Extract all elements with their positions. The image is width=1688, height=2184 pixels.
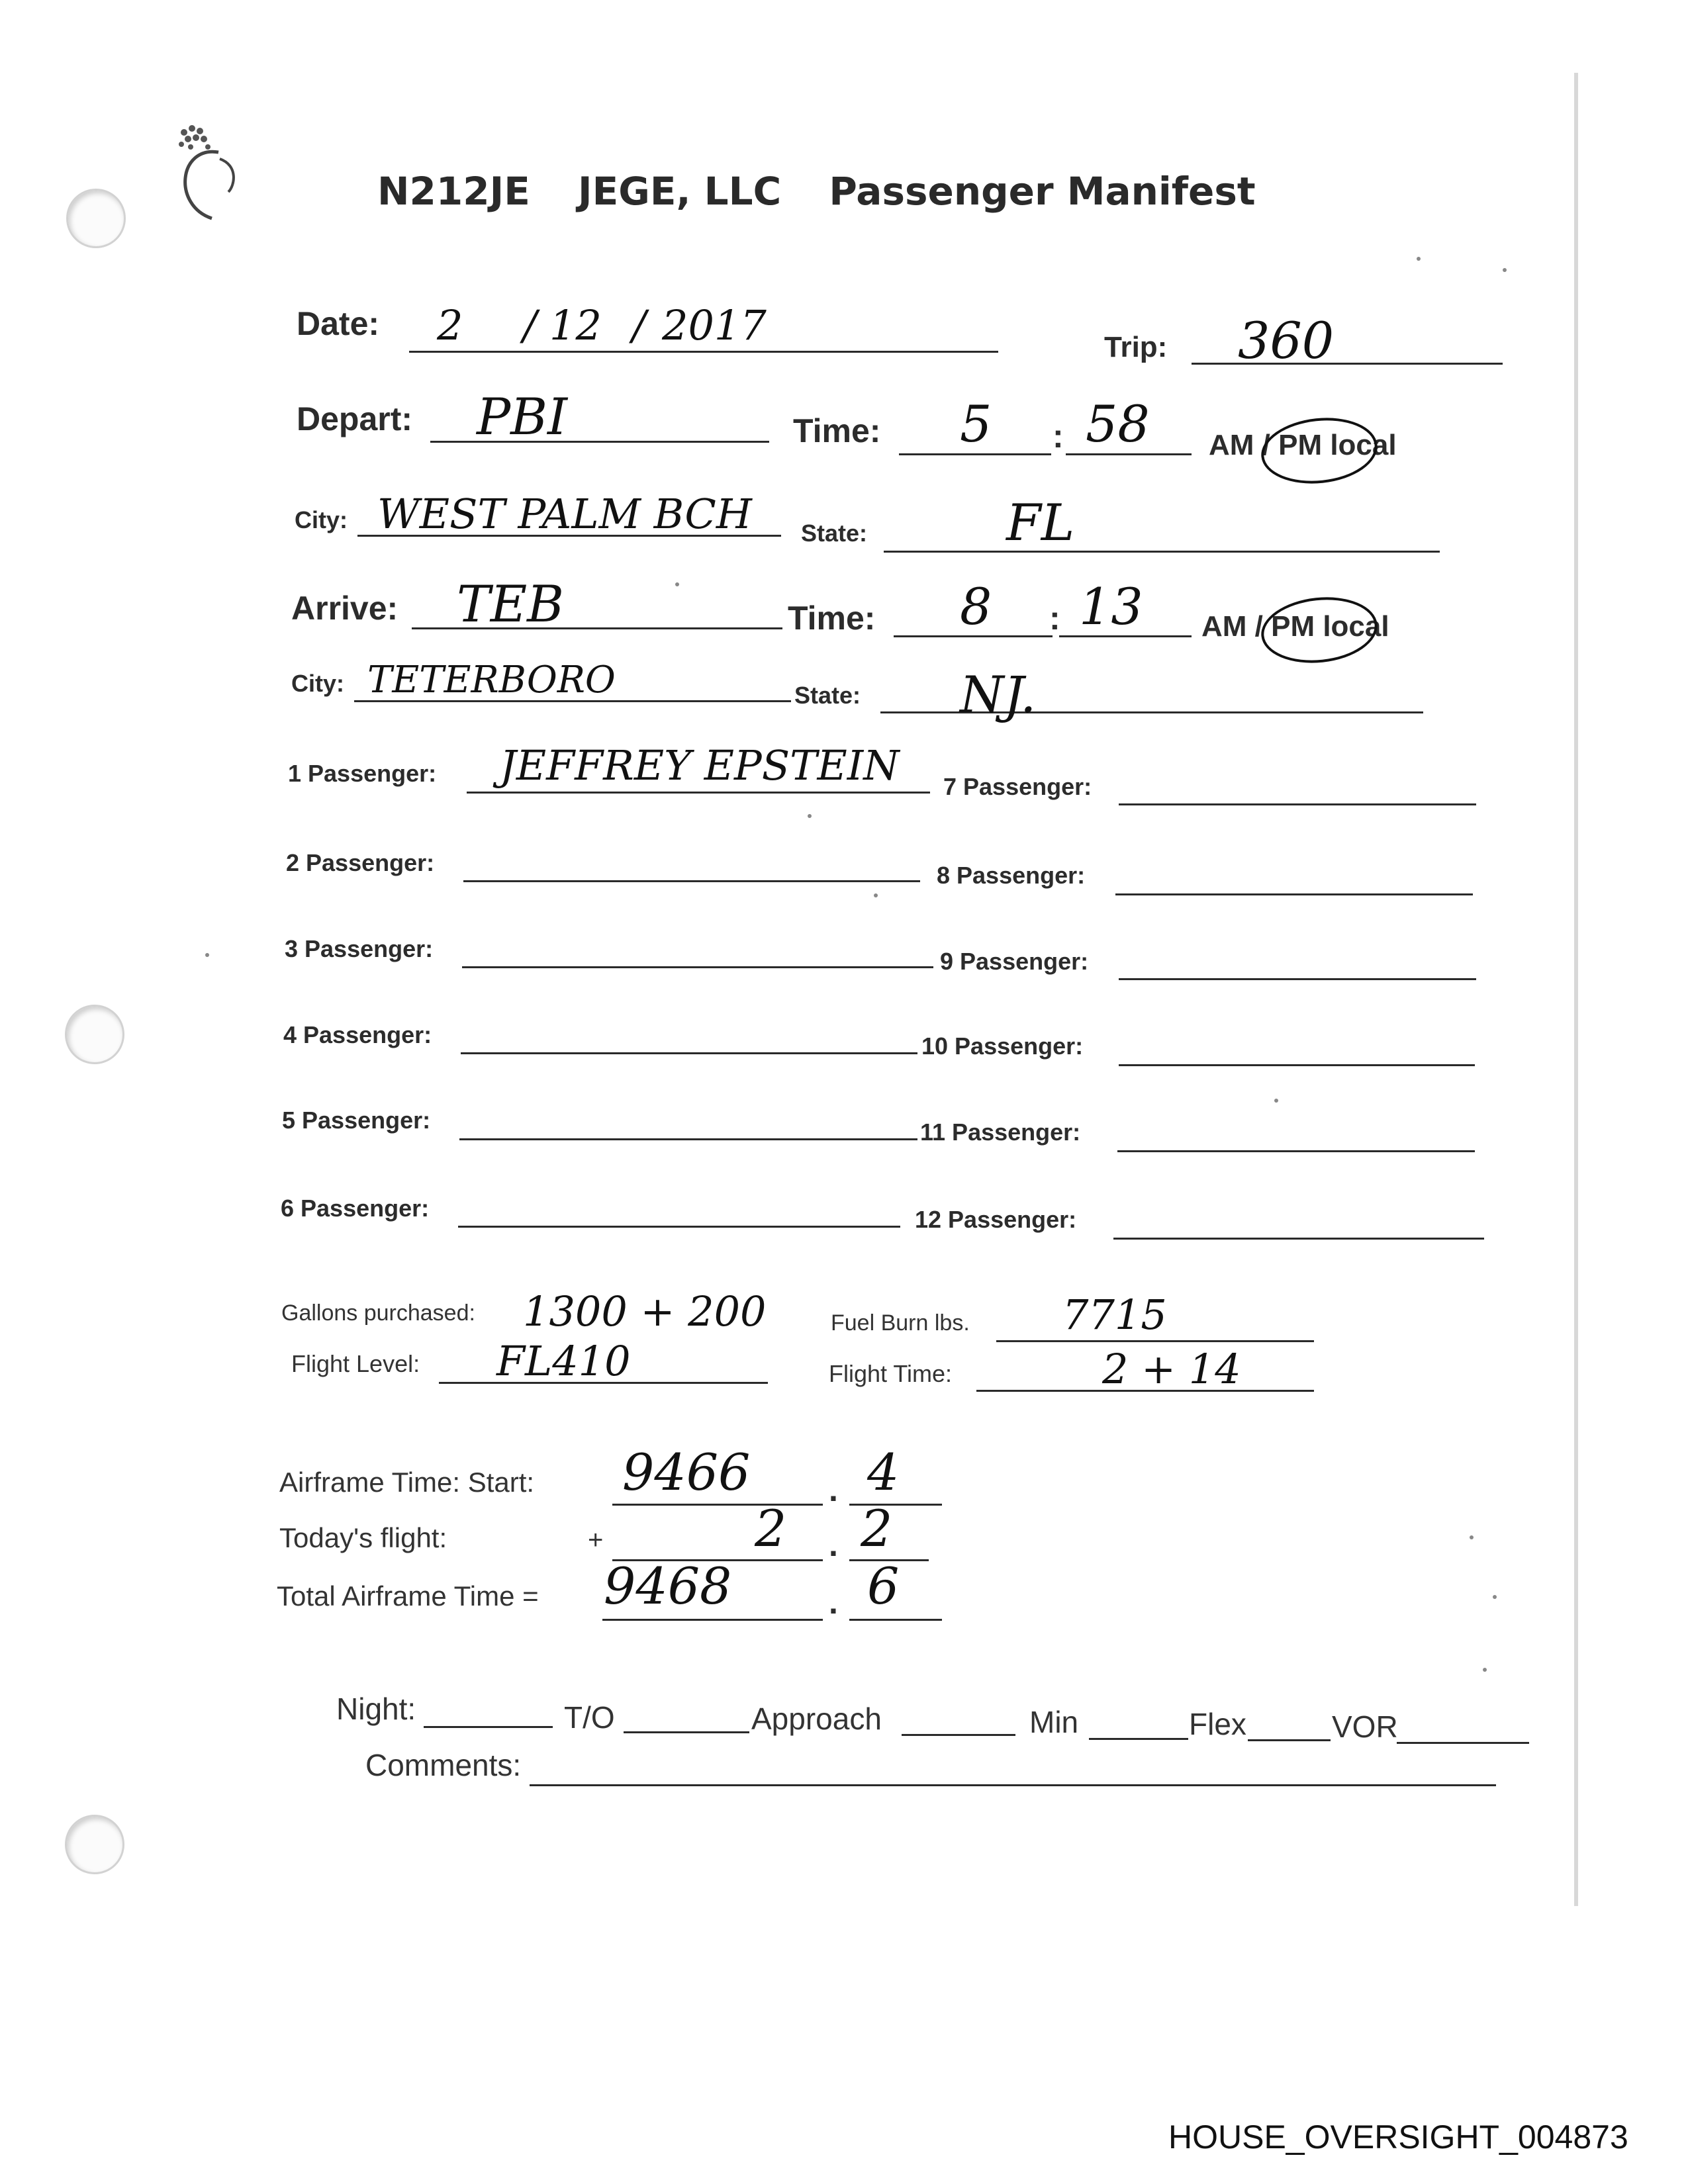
- scan-speck: [1483, 1668, 1487, 1672]
- total-airframe-decimal: 6: [867, 1557, 900, 1615]
- flight-time-value: 2 + 14: [1102, 1345, 1241, 1393]
- fuel-burn-value: 7715: [1062, 1291, 1167, 1339]
- vor-label: VOR: [1332, 1709, 1398, 1744]
- company-name: JEGE, LLC: [578, 169, 782, 214]
- state1-value: FL: [1006, 493, 1075, 552]
- passenger-5-line: [459, 1138, 917, 1140]
- passenger-7-label: 7 Passenger:: [943, 773, 1092, 800]
- night-line: [424, 1726, 553, 1728]
- passenger-12-label: 12 Passenger:: [915, 1206, 1077, 1233]
- punch-hole-bottom: [65, 1815, 124, 1874]
- passenger-6-label: 6 Passenger:: [281, 1195, 430, 1222]
- depart-label: Depart:: [297, 400, 413, 437]
- to-label: T/O: [564, 1700, 615, 1735]
- min-label: Min: [1029, 1705, 1079, 1739]
- arrive-ampm: AM / PM local: [1201, 610, 1389, 643]
- passenger-9-label: 9 Passenger:: [940, 948, 1089, 975]
- airframe-start-decimal: 4: [867, 1443, 900, 1502]
- pm-circle-arrive: [1258, 592, 1380, 668]
- depart-ampm: AM / PM local: [1209, 429, 1397, 461]
- date-day: 12: [549, 301, 602, 349]
- gallons-value: 1300 + 200: [523, 1287, 767, 1336]
- date-sep-1: /: [523, 301, 537, 349]
- fuel-burn-line: [996, 1340, 1314, 1342]
- depart-minute: 58: [1086, 394, 1150, 453]
- arrive-hour: 8: [960, 577, 992, 636]
- company-logo-icon: [165, 119, 245, 225]
- passenger-11-label: 11 Passenger:: [920, 1118, 1081, 1146]
- date-sep-2: /: [632, 301, 646, 349]
- passenger-1-label: 1 Passenger:: [288, 760, 437, 787]
- passenger-8-line: [1115, 893, 1473, 895]
- manifest-title: [377, 169, 1317, 222]
- depart-hour-line: [899, 453, 1051, 455]
- passenger-10-line: [1119, 1064, 1475, 1066]
- passenger-2-line: [463, 880, 920, 882]
- todays-flight-whole: 2: [755, 1499, 787, 1558]
- scan-speck: [1503, 268, 1507, 272]
- passenger-6-line: [458, 1226, 900, 1228]
- passenger-5-label: 5 Passenger:: [282, 1107, 431, 1134]
- total-airframe-decimal-line: [849, 1619, 942, 1621]
- passenger-4-label: 4 Passenger:: [283, 1021, 432, 1048]
- approach-line: [902, 1734, 1015, 1736]
- arrive-time-colon: :: [1049, 600, 1060, 637]
- state1-label: State:: [801, 520, 868, 547]
- depart-time-colon: :: [1053, 418, 1064, 455]
- approach-label: Approach: [751, 1702, 882, 1736]
- passenger-10-label: 10 Passenger:: [921, 1032, 1084, 1060]
- bates-number: HOUSE_OVERSIGHT_004873: [1168, 2118, 1628, 2156]
- comments-line: [530, 1784, 1496, 1786]
- passenger-7-line: [1119, 803, 1476, 805]
- depart-value: PBI: [477, 387, 568, 446]
- scan-speck: [1274, 1099, 1278, 1103]
- page-edge-shadow: [1574, 73, 1578, 1906]
- total-airframe-label: Total Airframe Time =: [277, 1580, 539, 1612]
- flight-level-value: FL410: [496, 1337, 631, 1385]
- scan-speck: [874, 893, 878, 897]
- arrive-time-label: Time:: [788, 600, 876, 637]
- city1-label: City:: [295, 506, 348, 533]
- city2-value: TETERBORO: [367, 659, 616, 702]
- vor-line: [1397, 1742, 1529, 1744]
- depart-minute-line: [1066, 453, 1192, 455]
- scan-speck: [1470, 1535, 1474, 1539]
- depart-hour: 5: [960, 394, 992, 453]
- trip-value: 360: [1238, 311, 1335, 370]
- flight-level-label: Flight Level:: [291, 1350, 420, 1377]
- passenger-4-line: [461, 1052, 917, 1054]
- state2-value: NJ.: [960, 665, 1037, 724]
- state2-label: State:: [794, 682, 861, 709]
- arrive-label: Arrive:: [291, 590, 399, 627]
- passenger-12-line: [1113, 1238, 1484, 1240]
- to-line: [624, 1731, 749, 1733]
- form-title: Passenger Manifest: [829, 169, 1256, 214]
- pm-circle-depart: [1258, 412, 1380, 489]
- city1-value: WEST PALM BCH: [377, 490, 752, 538]
- comments-label: Comments:: [365, 1748, 522, 1782]
- scan-speck: [1417, 257, 1421, 261]
- punch-hole-top: [66, 189, 126, 248]
- depart-time-label: Time:: [793, 412, 881, 449]
- airframe-start-whole: 9466: [622, 1443, 751, 1502]
- flex-label: Flex: [1189, 1707, 1246, 1741]
- date-label: Date:: [297, 305, 380, 342]
- date-year: 2017: [662, 301, 767, 349]
- passenger-2-label: 2 Passenger:: [286, 849, 435, 876]
- flight-time-label: Flight Time:: [829, 1360, 953, 1387]
- passenger-3-label: 3 Passenger:: [285, 935, 434, 962]
- airframe-start-whole-line: [612, 1504, 823, 1506]
- todays-flight-dot: .: [829, 1526, 838, 1563]
- total-airframe-whole-line: [602, 1619, 823, 1621]
- gallons-label: Gallons purchased:: [281, 1300, 475, 1326]
- date-month: 2: [437, 301, 463, 349]
- tail-number: N212JE: [377, 169, 530, 214]
- min-line: [1089, 1738, 1188, 1740]
- airframe-start-dot: .: [829, 1471, 838, 1508]
- state1-line: [884, 551, 1440, 553]
- arrive-minute: 13: [1079, 577, 1143, 636]
- total-airframe-dot: .: [829, 1584, 838, 1621]
- passenger-1-line: [467, 792, 930, 794]
- arrive-value: TEB: [457, 574, 565, 633]
- night-label: Night:: [336, 1692, 416, 1726]
- airframe-start-label: Airframe Time: Start:: [279, 1467, 535, 1498]
- passenger-1-value: JEFFREY EPSTEIN: [500, 741, 900, 790]
- passenger-9-line: [1119, 978, 1476, 980]
- scan-speck: [1493, 1595, 1497, 1599]
- scan-speck: [675, 582, 679, 586]
- fuel-burn-label: Fuel Burn lbs.: [831, 1310, 970, 1336]
- scan-speck: [205, 953, 209, 957]
- todays-flight-label: Today's flight:: [279, 1522, 447, 1553]
- passenger-11-line: [1117, 1150, 1475, 1152]
- scan-speck: [808, 814, 812, 818]
- todays-flight-plus: +: [588, 1525, 604, 1555]
- punch-hole-middle: [65, 1005, 124, 1064]
- todays-flight-decimal: 2: [861, 1499, 893, 1558]
- trip-label: Trip:: [1104, 331, 1168, 363]
- total-airframe-whole: 9468: [604, 1557, 732, 1615]
- date-line: [409, 351, 998, 353]
- passenger-8-label: 8 Passenger:: [937, 862, 1086, 889]
- flex-line: [1248, 1739, 1331, 1741]
- passenger-3-line: [462, 966, 933, 968]
- city2-label: City:: [291, 670, 344, 697]
